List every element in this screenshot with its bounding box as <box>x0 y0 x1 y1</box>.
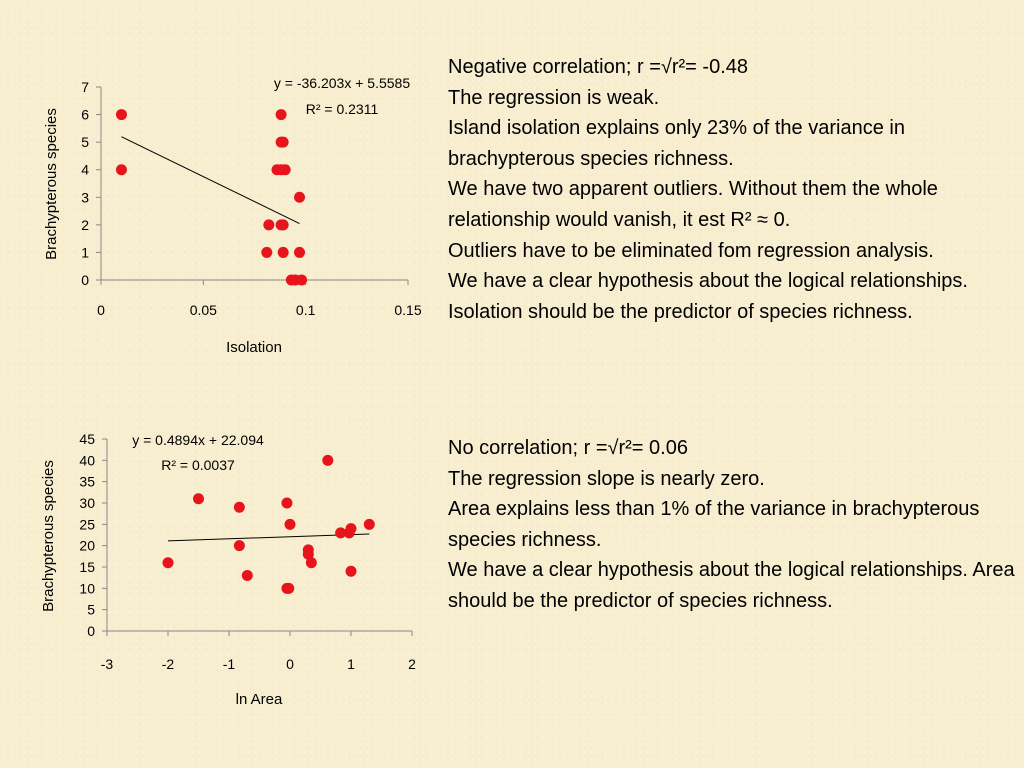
y-tick-label: 0 <box>81 272 89 288</box>
y-tick-label: 1 <box>81 244 89 261</box>
y-tick-label: 35 <box>79 473 95 490</box>
x-axis <box>97 280 422 318</box>
y-tick-label: 30 <box>79 495 95 511</box>
data-point <box>116 164 127 175</box>
data-point <box>346 566 357 577</box>
y-tick-label: 25 <box>79 516 95 533</box>
data-point <box>276 109 287 120</box>
data-points <box>116 109 307 285</box>
data-point <box>296 275 307 286</box>
data-points <box>163 455 375 594</box>
correlation-line: No correlation; r =√r²= 0.06 <box>448 437 688 459</box>
outlier-removal-line: Outliers have to be eliminated fom regression analysis. <box>448 239 934 262</box>
y-tick-label: 6 <box>81 106 89 123</box>
data-point <box>346 523 357 534</box>
correlation-line: Negative correlation; r =√r²= -0.48 <box>448 56 748 78</box>
y-tick-label: 5 <box>81 134 89 151</box>
x-axis <box>101 631 416 672</box>
hypothesis-line: We have a clear hypothesis about the logical relationships. Isolation should be the predictor of species richness. <box>448 270 968 323</box>
y-tick-label: 3 <box>81 189 89 206</box>
data-point <box>116 109 127 120</box>
x-tick-label: 0.15 <box>394 302 422 318</box>
data-point <box>364 519 375 530</box>
x-tick-label: -1 <box>222 656 236 672</box>
y-tick-label: 20 <box>79 537 95 554</box>
y-axis-title: Brachypterous species <box>43 108 60 260</box>
x-axis-title: Isolation <box>226 339 282 356</box>
trendline-path <box>121 137 299 224</box>
data-point <box>285 519 296 530</box>
y-tick-label: 0 <box>87 623 95 639</box>
r-squared-label: R² = 0.0037 <box>161 457 235 473</box>
data-point <box>234 502 245 513</box>
y-tick-label: 10 <box>79 580 95 597</box>
y-tick-label: 5 <box>87 601 95 618</box>
x-axis-title: ln Area <box>235 691 283 708</box>
y-tick-label: 4 <box>81 161 89 178</box>
y-tick-label: 45 <box>79 431 95 447</box>
data-point <box>278 137 289 148</box>
y-axis <box>79 431 107 639</box>
data-point <box>281 498 292 509</box>
data-point <box>278 219 289 230</box>
data-point <box>294 247 305 258</box>
data-point <box>306 557 317 568</box>
data-point <box>234 540 245 551</box>
x-tick-label: -3 <box>100 656 114 672</box>
data-point <box>283 583 294 594</box>
regression-slope-line: The regression slope is nearly zero. <box>448 467 765 490</box>
data-point <box>193 493 204 504</box>
data-point <box>322 455 333 466</box>
data-point <box>278 247 289 258</box>
y-axis <box>81 79 101 288</box>
area-scatter-chart <box>0 420 445 720</box>
y-axis-title: Brachypterous species <box>40 460 57 612</box>
data-point <box>294 192 305 203</box>
data-point <box>263 219 274 230</box>
x-tick-label: 0.1 <box>295 302 316 318</box>
outliers-line: We have two apparent outliers. Without them the whole relationship would vanish, it est R² ≈ 0. <box>448 178 938 231</box>
trendline <box>121 137 299 224</box>
x-tick-label: 0.05 <box>189 302 217 318</box>
isolation-scatter-chart <box>0 60 445 360</box>
isolation-explanation <box>448 52 1018 327</box>
data-point <box>280 164 291 175</box>
r-squared-label: R² = 0.2311 <box>305 101 379 117</box>
regression-strength-line: The regression is weak. <box>448 86 660 109</box>
data-point <box>163 557 174 568</box>
regression-equation: y = -36.203x + 5.5585 <box>273 75 411 91</box>
data-point <box>242 570 253 581</box>
y-tick-label: 40 <box>79 452 95 469</box>
regression-equation: y = 0.4894x + 22.094 <box>132 432 264 448</box>
x-tick-label: -2 <box>161 656 175 672</box>
x-tick-label: 0 <box>286 656 294 672</box>
variance-explained-line: Island isolation explains only 23% of the variance in brachypterous species richness. <box>448 117 905 170</box>
area-explanation <box>448 433 1018 617</box>
y-tick-label: 2 <box>81 216 89 233</box>
hypothesis-line: We have a clear hypothesis about the logical relationships. Area should be the predictor of species richness. <box>448 559 1015 612</box>
variance-explained-line: Area explains less than 1% of the variance in brachypterous species richness. <box>448 498 980 551</box>
x-tick-label: 0 <box>97 302 105 318</box>
y-tick-label: 15 <box>79 559 95 575</box>
data-point <box>261 247 272 258</box>
x-tick-label: 2 <box>408 656 416 672</box>
x-tick-label: 1 <box>347 656 355 672</box>
y-tick-label: 7 <box>81 79 89 95</box>
